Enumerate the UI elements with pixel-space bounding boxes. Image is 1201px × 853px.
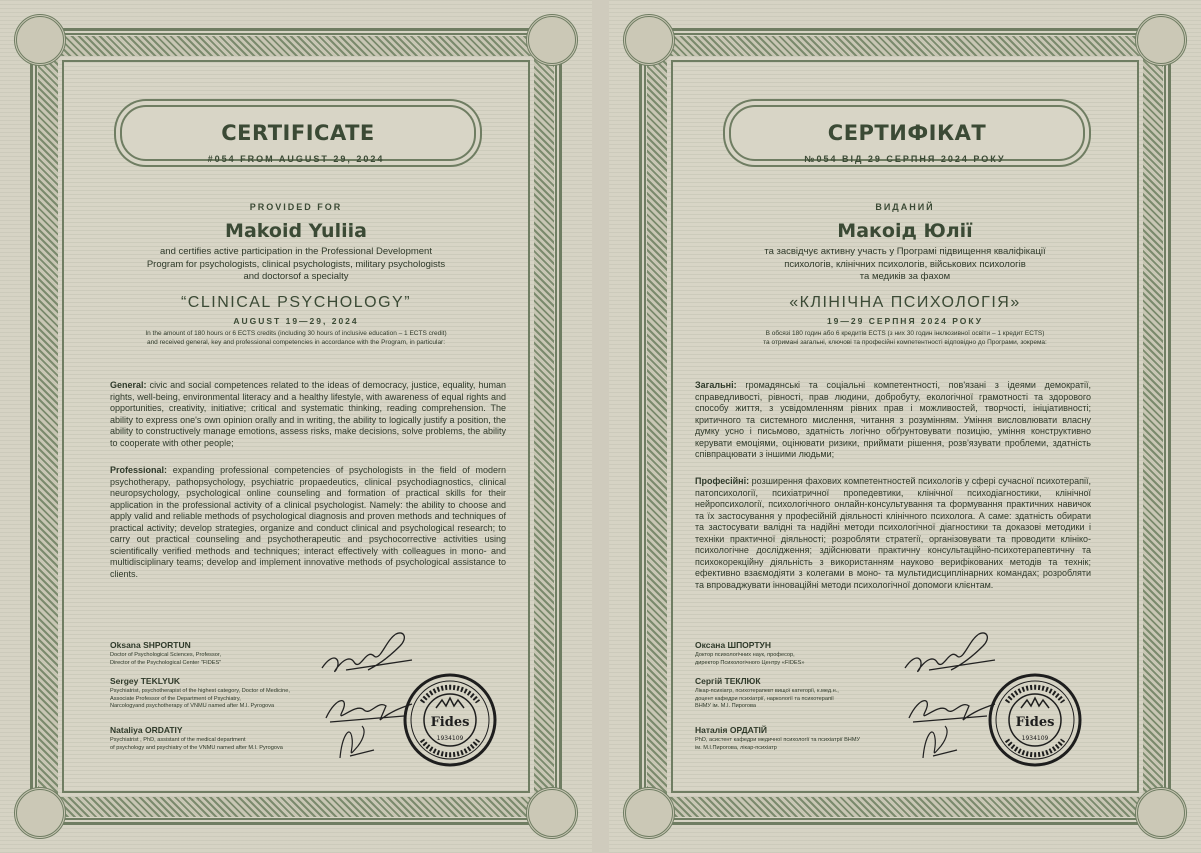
certifies-text <box>110 246 482 284</box>
ects-line: В обсязі 180 годин або 6 кредитів ECTS (з них 30 годин інклюзивної освіти – 1 кредит ECTS) <box>765 330 1045 337</box>
provided-for-label: PROVIDED FOR <box>249 202 343 212</box>
signatory-name: Сергій ТЕКЛЮК <box>695 676 761 686</box>
role-line: Associate Professor of the Department of Psychiatry, <box>110 695 241 702</box>
role-line: Director of the Psychological Center "FIDES" <box>110 659 222 666</box>
title-cartouche <box>120 105 476 161</box>
signatory-name: Наталія ОРДАТІЙ <box>695 725 768 735</box>
certificate-date: #054 FROM AUGUST 29, 2024 <box>140 154 452 164</box>
certificate-title: СЕРТИФІКАТ <box>827 121 987 145</box>
ects-text <box>709 330 1101 347</box>
ects-line: and received general, key and professional competencies in accordance with the Program, in particular: <box>146 338 446 346</box>
professional-text: expanding professional competencies of psychologists in the field of modern psychotherapy, pathopsychology, psychiatric propaedeutics, clinical psychodiagnostics, clinical neuropsychology, psychological online counseling and formation of practical skills for their application in the professional activity of a clinical psychologist. Namely: the ability to choose and apply valid and reliable methods of psychological diagnosis and proven methods and techniques of practical activity; develop strategies, organize and conduct clinical and psychological research; to carry out practical counseling and psychotherapeutic and psychocorrective activities using scientifically verified methods and techniques; interact effectively with colleagues in mono- and multidisciplinary teams; develop and implement innovative methods of psychological assistance to clients. <box>110 465 506 579</box>
certifies-text <box>719 246 1091 284</box>
general-label: General: <box>110 380 147 390</box>
seal-number: 1934109 <box>436 735 464 742</box>
signatory-name: Oksana SHPORTUN <box>110 640 191 650</box>
certificate-page-english <box>0 0 592 853</box>
corner-ornament <box>14 787 66 839</box>
role-line: директор Психологічного Центру «FIDES» <box>695 659 805 666</box>
signatory-name: Sergey TEKLYUK <box>110 676 181 686</box>
program-title: “CLINICAL PSYCHOLOGY” <box>180 294 412 311</box>
certificate-date: №054 ВІД 29 СЕРПНЯ 2024 РОКУ <box>749 154 1061 164</box>
role-line: Psychiatrist, psychotherapist of the highest category, Doctor of Medicine, <box>110 688 290 694</box>
certifies-line: та медиків за фахом <box>859 271 951 282</box>
ects-line: та отримані загальні, ключові та професійні компетентності відповідно до Програми, зокрема: <box>763 338 1047 346</box>
certifies-line: та засвідчує активну участь у Програмі підвищення кваліфікації <box>764 246 1046 257</box>
provided-for-label: ВИДАНИЙ <box>875 202 935 212</box>
fides-seal <box>987 672 1083 768</box>
certificate-title: CERTIFICATE <box>221 121 375 145</box>
program-dates: 19—29 СЕРПНЯ 2024 РОКУ <box>826 316 984 326</box>
role-line: Doctor of Psychological Sciences, Professor, <box>110 652 221 658</box>
certifies-line: Program for psychologists, clinical psychologists, military psychologists <box>146 258 446 270</box>
corner-ornament <box>1135 14 1187 66</box>
role-line: Psychiatrist , PhD, assistant of the medical department <box>110 737 246 743</box>
role-line: доцент кафедри психіатрії, наркології та психотерапії <box>695 695 834 702</box>
general-text: civic and social competences related to the ideas of democracy, justice, equality, human rights, well-being, environmental literacy and a healthy lifestyle, with awareness of equal rights and opportunities, creativity, initiative; critical and systematic thinking, reading comprehension. The ability to express one's own opinion orally and in writing, the ability to logically justify a position, the ability to constructively manage emotions, assess risks, make decisions, solve problems, the ability to cooperate with other people; <box>110 380 506 448</box>
role-line: ім. М.І.Пирогова, лікар-психіатр <box>695 744 777 751</box>
corner-ornament <box>526 14 578 66</box>
signatory-name: Nataliya ORDATIY <box>110 725 183 735</box>
general-label: Загальні: <box>695 380 737 390</box>
certificate-page-ukrainian <box>609 0 1201 853</box>
role-line: Доктор психологічних наук, професор, <box>695 652 795 658</box>
recipient-name: Макоід Юлії <box>837 220 973 242</box>
recipient-name: Makoid Yuliia <box>225 220 367 242</box>
program-title: «КЛІНІЧНА ПСИХОЛОГІЯ» <box>789 294 1021 311</box>
role-line: Narcologyand psychotherapy of VNMU named after M.I. Pyrogova <box>110 703 275 709</box>
professional-text: розширення фахових компетентностей психологів у сфері сучасної психотерапії, патопсихології, психіатричної пропедевтики, клінічної психодіагностики, клінічної нейропсихології, психологічного онлайн-консультування та формування практичних навичок та їх застосування у професійній діяльності клінічного психолога. А саме: здатність обирати та застосувати валідні та надійні методи психологічної діагностики та доказові методики і техніки практичної діяльності; розробляти стратегії, організовувати та проводити клініко-психологічне дослідження; здійснювати практичну консультаційно-психотерапевтичну та психокорекційну діяльність з використанням науково верифікованих методів та технік; ефективно взаємодіяти з колегами в моно- та мультидисциплінарних командах; розробляти та впроваджувати інноваційні методи психологічної допомоги клієнтам. <box>695 476 1091 590</box>
certifies-line: and doctorsof a specialty <box>243 271 349 282</box>
program-dates: AUGUST 19—29, 2024 <box>233 316 359 326</box>
corner-ornament <box>526 787 578 839</box>
role-line: of psychology and psychiatry of the VNMU named after M.I. Pyrogova <box>110 744 283 751</box>
certifies-line: психологів, клінічних психологів, військових психологів <box>784 258 1026 270</box>
fides-seal <box>402 672 498 768</box>
corner-ornament <box>14 14 66 66</box>
professional-competences <box>695 476 1091 591</box>
professional-label: Професійні: <box>695 476 750 486</box>
general-competences <box>110 380 506 449</box>
seal-center-text: Fides <box>430 715 470 730</box>
general-text: громадянські та соціальні компетентності, пов'язані з ідеями демократії, справедливості, рівності, прав людини, добробуту, екологічної грамотності та здорового способу життя, з усвідомленням рівних прав і можливостей, творчості, ініціативності; критичного та системного мислення, читання з розумінням. Уміння висловлювати власну думку усно і письмово, здатність логічно обґрунтовувати позицію, уміння конструктивно керувати емоціями, оцінювати ризики, приймати рішення, розв'язувати проблеми, здатність співпрацювати з іншими людьми; <box>695 380 1091 459</box>
seal-number: 1934109 <box>1021 735 1049 742</box>
role-line: PhD, асистент кафедри медичної психології та психіатрії ВНМУ <box>695 737 861 743</box>
signatory-name: Оксана ШПОРТУН <box>695 640 771 650</box>
general-competences <box>695 380 1091 461</box>
ects-line: In the amount of 180 hours or 6 ECTS credits (including 30 hours of inclusive education – 1 ECTS credit) <box>145 330 447 337</box>
certifies-line: and certifies active participation in the Professional Development <box>160 246 432 257</box>
role-line: ВНМУ ім. М.І. Пирогова <box>695 703 757 709</box>
corner-ornament <box>623 787 675 839</box>
title-cartouche <box>729 105 1085 161</box>
role-line: Лікар-психіатр, психотерапевт вищої категорії, к.мед.н., <box>695 688 839 694</box>
seal-center-text: Fides <box>1015 715 1055 730</box>
ects-text <box>100 330 492 347</box>
professional-label: Professional: <box>110 465 168 475</box>
professional-competences <box>110 465 506 580</box>
corner-ornament <box>623 14 675 66</box>
corner-ornament <box>1135 787 1187 839</box>
